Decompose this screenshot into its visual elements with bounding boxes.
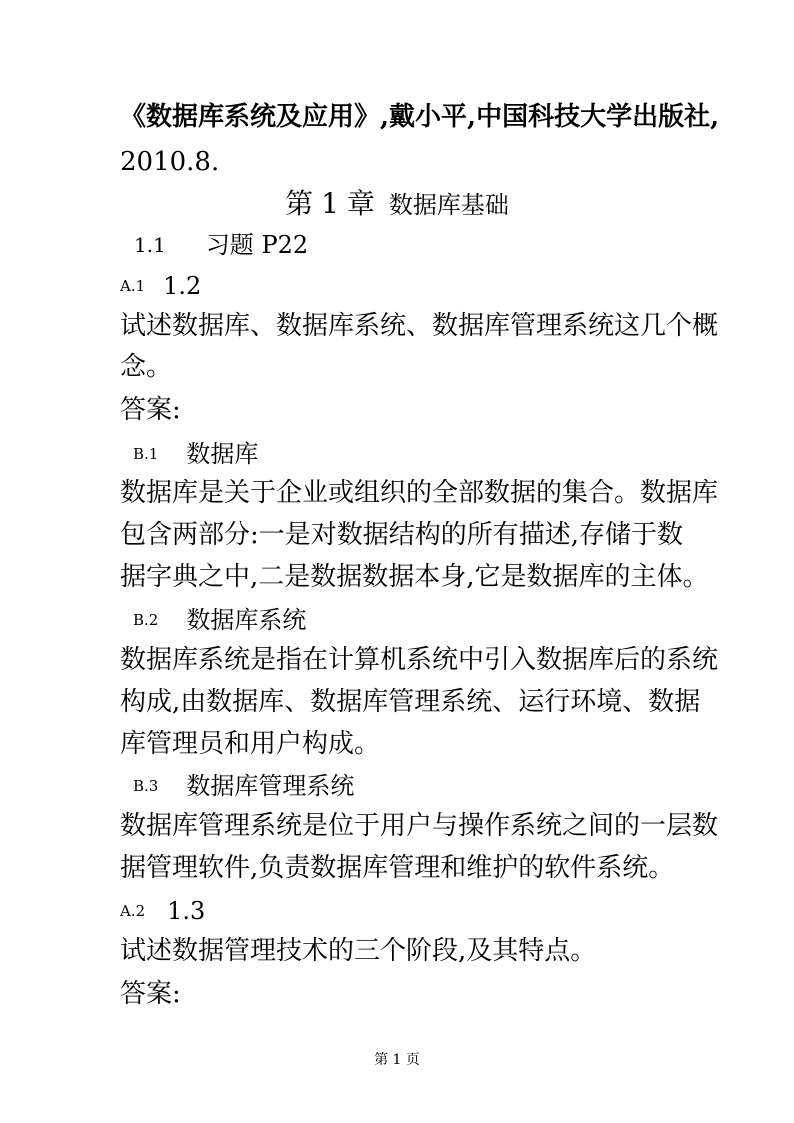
answer-label: 答案: bbox=[120, 979, 181, 1009]
question-heading-2 bbox=[120, 893, 205, 928]
paragraph-line: 数据库是关于企业或组织的全部数据的集合。数据库 bbox=[120, 478, 719, 508]
question-text-line: 试述数据管理技术的三个阶段,及其特点。 bbox=[120, 936, 597, 966]
reference-date: 2010.8. bbox=[120, 147, 220, 177]
paragraph-line: 构成,由数据库、数据库管理系统、运行环境、数据 bbox=[120, 687, 701, 717]
page-number: 第 1 页 bbox=[374, 1052, 420, 1068]
question-heading-1 bbox=[120, 268, 201, 303]
section-title: 习题 P22 bbox=[205, 230, 309, 259]
question-number: 1.3 bbox=[167, 896, 206, 925]
question-marker: A.2 bbox=[120, 901, 146, 920]
reference-citation: 《数据库系统及应用》,戴小平,中国科技大学出版社, bbox=[120, 102, 720, 132]
subheading-b2 bbox=[133, 602, 306, 637]
section-number: 1.1 bbox=[134, 232, 166, 257]
subheading-marker: B.3 bbox=[133, 776, 159, 795]
paragraph-line: 数据库管理系统是位于用户与操作系统之间的一层数 bbox=[120, 811, 719, 841]
paragraph-line: 据字典之中,二是数据数据本身,它是数据库的主体。 bbox=[120, 562, 709, 592]
paragraph-line: 据管理软件,负责数据库管理和维护的软件系统。 bbox=[120, 853, 675, 883]
question-text-line: 试述数据库、数据库系统、数据库管理系统这几个概 bbox=[120, 311, 719, 341]
subheading-marker: B.2 bbox=[133, 610, 159, 629]
subheading-b3 bbox=[133, 768, 354, 803]
paragraph-line: 数据库系统是指在计算机系统中引入数据库后的系统 bbox=[120, 645, 719, 675]
chapter-number: 1 bbox=[321, 187, 339, 220]
subheading-title: 数据库系统 bbox=[186, 605, 307, 634]
subheading-marker: B.1 bbox=[133, 444, 159, 463]
question-marker: A.1 bbox=[120, 276, 146, 295]
question-number: 1.2 bbox=[163, 271, 202, 300]
subheading-b1 bbox=[133, 436, 258, 471]
paragraph-line: 库管理员和用户构成。 bbox=[120, 729, 381, 759]
chapter-title: 数据库基础 bbox=[388, 191, 509, 219]
section-heading bbox=[134, 227, 308, 262]
subheading-title: 数据库 bbox=[186, 439, 259, 468]
question-text-line: 念。 bbox=[120, 352, 173, 382]
chapter-suffix: 章 bbox=[346, 187, 375, 220]
subheading-title: 数据库管理系统 bbox=[186, 771, 355, 800]
chapter-heading bbox=[0, 186, 794, 223]
answer-label: 答案: bbox=[120, 395, 181, 425]
chapter-label: 第 bbox=[285, 187, 314, 220]
paragraph-line: 包含两部分:一是对数据结构的所有描述,存储于数 bbox=[120, 520, 684, 550]
